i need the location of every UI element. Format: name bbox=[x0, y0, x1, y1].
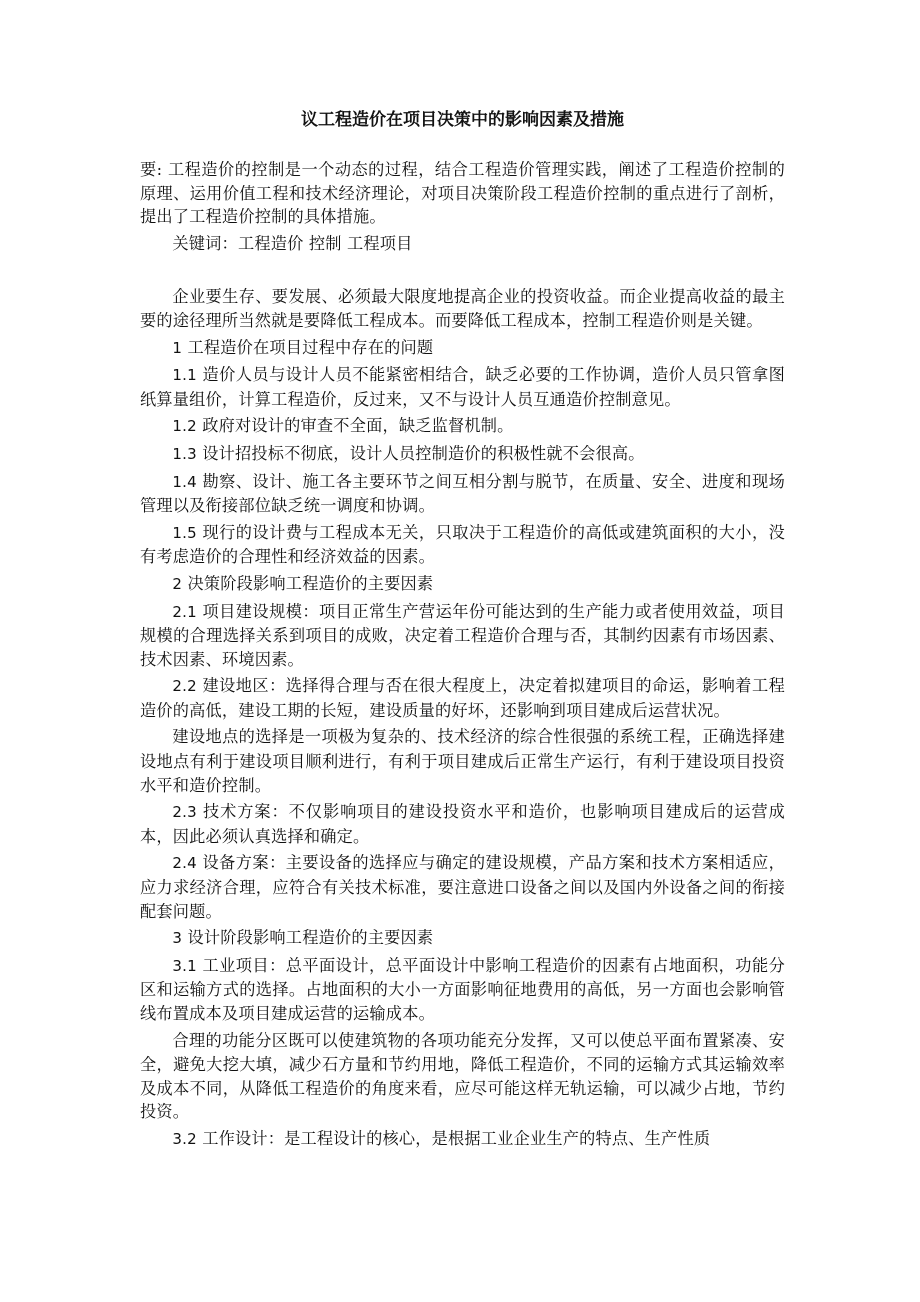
section-paragraph bbox=[140, 521, 785, 569]
section-text: 项目建设规模：项目正常生产营运年份可能达到的生产能力或者使用效益，项目规模的合理选择关系到项目的成败，决定着工程造价合理与否，其制约因素有市场因素、技术因素、环境因素。 bbox=[140, 601, 785, 669]
section-number: 1.2 bbox=[172, 417, 197, 436]
section-text: 工程造价在项目过程中存在的问题 bbox=[182, 337, 434, 357]
section-number: 3.2 bbox=[172, 1129, 197, 1148]
section-text: 技术方案：不仅影响项目的建设投资水平和造价，也影响项目建成后的运营成本，因此必须认真选择和确定。 bbox=[140, 802, 785, 846]
section-text: 政府对设计的审查不全面，缺乏监督机制。 bbox=[196, 416, 514, 436]
section-paragraph bbox=[140, 414, 785, 439]
intro-paragraph: 企业要生存、要发展、必须最大限度地提高企业的投资收益。而企业提高收益的最主要的途径理所当然就是要降低工程成本。而要降低工程成本，控制工程造价则是关键。 bbox=[140, 287, 785, 330]
section-text: 勘察、设计、施工各主要环节之间互相分割与脱节，在质量、安全、进度和现场管理以及衔接部位缺乏统一调度和协调。 bbox=[140, 471, 785, 516]
section-number: 3.1 bbox=[172, 956, 197, 975]
section-number: 2.1 bbox=[172, 602, 197, 621]
document-page bbox=[140, 108, 785, 1155]
section-text: 工业项目：总平面设计，总平面设计中影响工程造价的因素有占地面积，功能分区和运输方式的选择。占地面积的大小一方面影响征地费用的高低，另一方面也会影响管线布置成本及项目建成运营的运输成本。 bbox=[140, 955, 785, 1023]
section-paragraph bbox=[140, 442, 785, 467]
section-text: 合理的功能分区既可以使建筑物的各项功能充分发挥，又可以使总平面布置紧凑、安全，避免大挖大填，减少石方量和节约用地，降低工程造价，不同的运输方式其运输效率及成本不同，从降低工程造价的角度来看，应尽可能这样无轨运输，可以减少占地，节约投资。 bbox=[140, 1030, 785, 1122]
section-paragraph bbox=[140, 470, 785, 518]
section-text: 设计阶段影响工程造价的主要因素 bbox=[182, 928, 434, 948]
section-text: 建设地区：选择得合理与否在很大程度上，决定着拟建项目的命运，影响着工程造价的高低，建设工期的长短，建设质量的好坏，还影响到项目建成后运营状况。 bbox=[140, 676, 785, 720]
section-text: 造价人员与设计人员不能紧密相结合，缺乏必要的工作协调，造价人员只管拿图纸算量组价，计算工程造价，反过来，又不与设计人员互通造价控制意见。 bbox=[140, 365, 785, 409]
section-text: 决策阶段影响工程造价的主要因素 bbox=[182, 573, 434, 593]
section-number: 2 bbox=[172, 574, 183, 593]
section-number: 1 bbox=[172, 338, 183, 357]
section-paragraph bbox=[140, 363, 785, 411]
section-number: 2.2 bbox=[172, 677, 197, 696]
section-paragraph bbox=[140, 674, 785, 722]
section-text: 现行的设计费与工程成本无关，只取决于工程造价的高低或建筑面积的大小，没有考虑造价的合理性和经济效益的因素。 bbox=[140, 522, 785, 567]
document-title: 议工程造价在项目决策中的影响因素及措施 bbox=[301, 110, 624, 130]
section-number: 2.3 bbox=[172, 803, 197, 822]
section-number: 1.3 bbox=[172, 444, 197, 463]
section-paragraph bbox=[140, 600, 785, 672]
section-paragraph bbox=[140, 1127, 785, 1152]
section-text: 建设地点的选择是一项极为复杂的、技术经济的综合性很强的系统工程，正确选择建设地点有利于建设项目顺利进行，有利于项目建成后正常生产运行，有利于建设项目投资水平和造价控制。 bbox=[140, 727, 785, 795]
section-paragraph bbox=[140, 572, 785, 597]
section-number: 1.5 bbox=[172, 523, 197, 542]
section-number: 1.1 bbox=[172, 366, 197, 385]
section-text: 设计招投标不彻底，设计人员控制造价的积极性就不会很高。 bbox=[196, 443, 645, 463]
section-paragraph bbox=[140, 954, 785, 1026]
section-text: 工作设计：是工程设计的核心，是根据工业企业生产的特点、生产性质 bbox=[196, 1128, 711, 1148]
section-number: 2.4 bbox=[172, 854, 197, 873]
section-paragraph bbox=[140, 1029, 785, 1124]
section-paragraph bbox=[140, 725, 785, 797]
section-paragraph bbox=[140, 926, 785, 951]
section-paragraph bbox=[140, 851, 785, 923]
keywords-line: 关键词：工程造价 控制 工程项目 bbox=[172, 233, 413, 253]
section-paragraph bbox=[140, 800, 785, 848]
abstract-paragraph: 要: 工程造价的控制是一个动态的过程，结合工程造价管理实践，阐述了工程造价控制的原理、运用价值工程和技术经济理论，对项目决策阶段工程造价控制的重点进行了剖析，提出了工程造价控制的具体措施。 bbox=[140, 160, 785, 227]
section-number: 3 bbox=[172, 929, 183, 948]
section-number: 1.4 bbox=[172, 472, 197, 491]
section-paragraph bbox=[140, 336, 785, 361]
section-text: 设备方案：主要设备的选择应与确定的建设规模，产品方案和技术方案相适应，应力求经济合理，应符合有关技术标准，要注意进口设备之间以及国内外设备之间的衔接配套问题。 bbox=[140, 853, 785, 921]
